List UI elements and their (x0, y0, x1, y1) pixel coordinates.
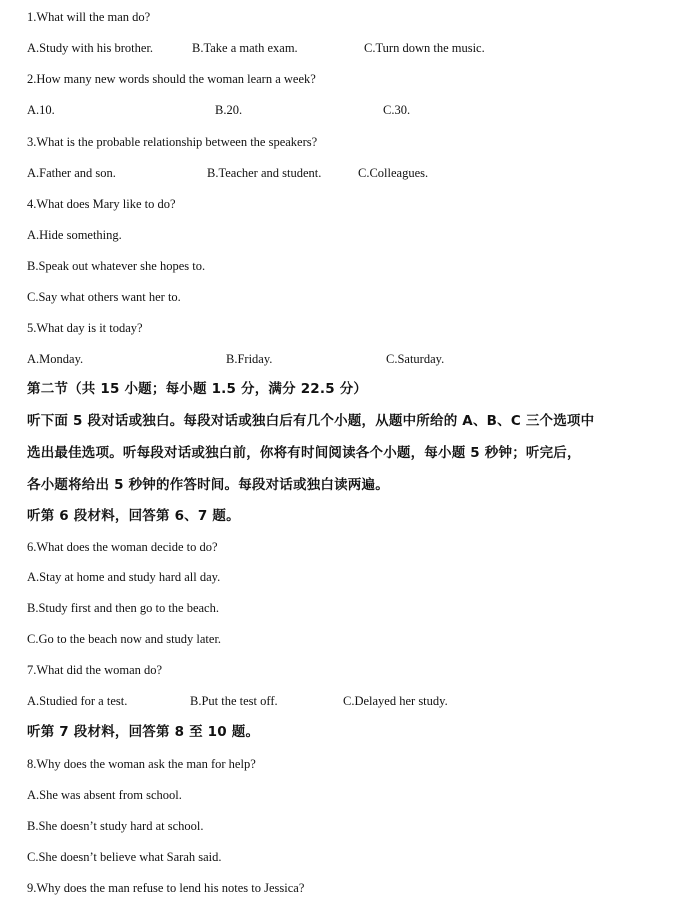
q4-option-b: B.Speak out whatever she hopes to. (27, 259, 206, 273)
q4-option-c: C.Say what others want her to. (27, 290, 181, 304)
instructions-line-1: 听下面 5 段对话或独白。每段对话或独白后有几个小题，从题中所给的 A、B、C 三个选项中 (27, 413, 595, 429)
q5-option-b: B.Friday. (226, 352, 273, 366)
q8-option-b: B.She doesn’t study hard at school. (27, 819, 204, 833)
q7-option-b: B.Put the test off. (190, 694, 278, 708)
q4-option-a: A.Hide something. (27, 228, 122, 242)
instructions-line-3: 各小题将给出 5 秒钟的作答时间。每段对话或独白读两遍。 (27, 477, 389, 493)
q5-option-c: C.Saturday. (386, 352, 445, 366)
question-8: 8.Why does the woman ask the man for help? (27, 757, 256, 771)
q3-option-b: B.Teacher and student. (207, 166, 322, 180)
question-2: 2.How many new words should the woman learn a week? (27, 72, 316, 86)
q1-option-c: C.Turn down the music. (364, 41, 485, 55)
question-3: 3.What is the probable relationship between the speakers? (27, 135, 318, 149)
question-6: 6.What does the woman decide to do? (27, 540, 218, 554)
section-2-heading: 第二节（共 15 小题；每小题 1.5 分，满分 22.5 分） (27, 381, 368, 397)
q5-option-a: A.Monday. (27, 352, 84, 366)
question-4: 4.What does Mary like to do? (27, 197, 176, 211)
question-1: 1.What will the man do? (27, 10, 151, 24)
question-9: 9.Why does the man refuse to lend his notes to Jessica? (27, 881, 305, 895)
q2-option-a: A.10. (27, 103, 55, 117)
q1-option-b: B.Take a math exam. (192, 41, 298, 55)
q8-option-a: A.She was absent from school. (27, 788, 182, 802)
q8-option-c: C.She doesn’t believe what Sarah said. (27, 850, 222, 864)
q3-option-c: C.Colleagues. (358, 166, 429, 180)
instructions-line-2: 选出最佳选项。听每段对话或独白前，你将有时间阅读各个小题，每小题 5 秒钟；听完后， (27, 445, 581, 461)
q3-option-a: A.Father and son. (27, 166, 116, 180)
q2-option-c: C.30. (383, 103, 411, 117)
question-7: 7.What did the woman do? (27, 663, 163, 677)
q6-option-a: A.Stay at home and study hard all day. (27, 570, 221, 584)
material-6-heading: 听第 6 段材料，回答第 6、7 题。 (27, 508, 240, 524)
q7-option-c: C.Delayed her study. (343, 694, 448, 708)
q6-option-c: C.Go to the beach now and study later. (27, 632, 222, 646)
q7-option-a: A.Studied for a test. (27, 694, 128, 708)
question-5: 5.What day is it today? (27, 321, 143, 335)
q1-option-a: A.Study with his brother. (27, 41, 154, 55)
material-7-heading: 听第 7 段材料，回答第 8 至 10 题。 (27, 724, 260, 740)
q2-option-b: B.20. (215, 103, 243, 117)
q6-option-b: B.Study first and then go to the beach. (27, 601, 219, 615)
